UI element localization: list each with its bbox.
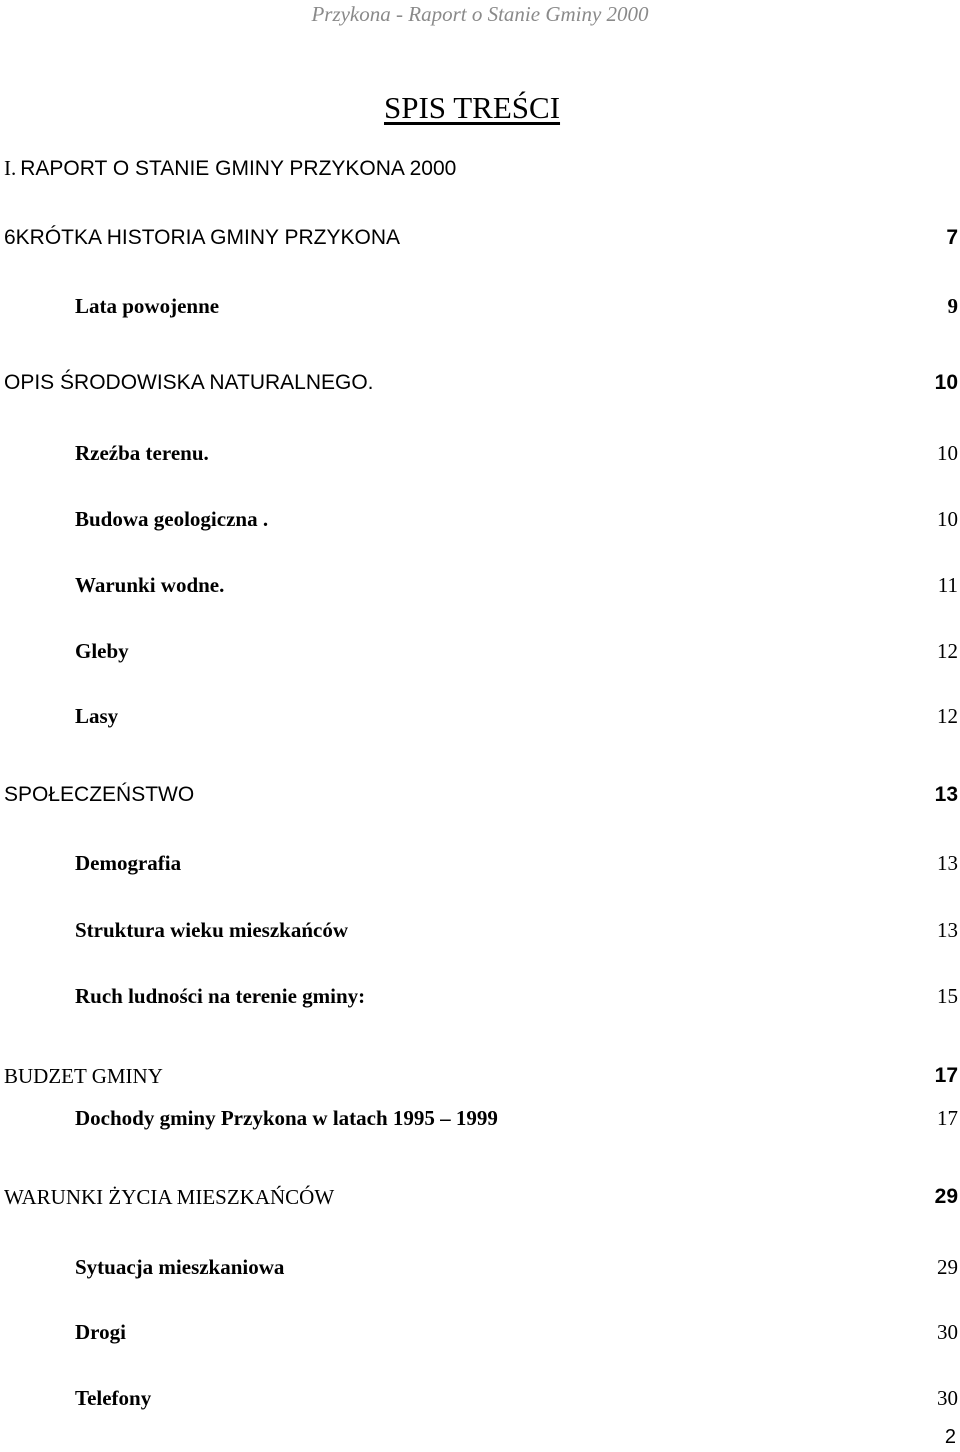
toc-entry-label: BUDZET GMINY <box>4 1064 163 1088</box>
toc-entry-label: OPIS ŚRODOWISKA NATURALNEGO. <box>4 371 374 394</box>
toc-entry-label: Ruch ludności na terenie gminy: <box>75 984 366 1008</box>
toc-entry-page: 13 <box>937 851 958 875</box>
toc-entry-historia[interactable] <box>0 223 960 253</box>
toc-entry-label: SPOŁECZEŃSTWO <box>4 783 195 806</box>
toc-entry-label: 6KRÓTKA HISTORIA GMINY PRZYKONA <box>4 226 400 249</box>
toc-entry-label: WARUNKI ŻYCIA MIESZKAŃCÓW <box>4 1185 335 1209</box>
toc-entry-page: 17 <box>937 1106 958 1130</box>
toc-entry-page: 13 <box>937 918 958 942</box>
toc-entry-budzet[interactable] <box>0 1061 960 1091</box>
toc-entry-gleby[interactable] <box>0 636 960 666</box>
toc-entry-page: 17 <box>934 1064 958 1087</box>
toc-entry-label: Sytuacja mieszkaniowa <box>75 1255 285 1279</box>
toc-title: SPIS TREŚCI <box>384 90 561 125</box>
toc-entry-label: Telefony <box>75 1386 152 1410</box>
running-header: Przykona - Raport o Stanie Gminy 2000 <box>311 2 649 26</box>
toc-entry-page: 10 <box>937 507 958 531</box>
toc-entry-struktura-wieku[interactable] <box>0 915 960 945</box>
toc-entry-page: 12 <box>937 639 958 663</box>
toc-entry-label: Demografia <box>75 851 182 875</box>
toc-entry-dochody[interactable] <box>0 1103 960 1133</box>
page-number: 2 <box>944 1426 956 1448</box>
toc-entry-spoleczenstwo[interactable] <box>0 780 960 810</box>
toc-entry-warunki-wodne[interactable] <box>0 570 960 600</box>
toc-entry-drogi[interactable] <box>0 1317 960 1347</box>
toc-entry-page: 30 <box>937 1386 958 1410</box>
toc-entry-label: Gleby <box>75 639 129 663</box>
toc-entry-page: 15 <box>937 984 958 1008</box>
toc-entry-sytuacja[interactable] <box>0 1252 960 1282</box>
toc-entry-label: Warunki wodne. <box>75 573 225 597</box>
toc-entry-label: Drogi <box>75 1320 126 1344</box>
toc-entry-label: Lata powojenne <box>75 294 220 318</box>
toc-entry-lata-powojenne[interactable] <box>0 291 960 321</box>
toc-entry-page: 12 <box>937 704 958 728</box>
toc-entry-demografia[interactable] <box>0 848 960 878</box>
toc-entry-page: 7 <box>946 226 958 249</box>
toc-part-heading[interactable] <box>0 153 960 183</box>
toc-entry-label: Rzeźba terenu. <box>75 441 209 465</box>
toc-entry-label: Struktura wieku mieszkańców <box>75 918 349 942</box>
toc-entry-label: Lasy <box>75 704 119 728</box>
toc-entry-page: 10 <box>934 371 958 394</box>
toc-entry-page: 29 <box>934 1185 958 1208</box>
toc-entry-page: 30 <box>937 1320 958 1344</box>
toc-entry-telefony[interactable] <box>0 1383 960 1413</box>
toc-entry-srodowisko[interactable] <box>0 368 960 398</box>
toc-entry-page: 11 <box>937 573 958 597</box>
toc-entry-lasy[interactable] <box>0 701 960 731</box>
toc-entry-label: Budowa geologiczna . <box>75 507 269 531</box>
part-number: I. <box>4 156 17 180</box>
toc-entry-page: 13 <box>934 783 958 806</box>
toc-entry-budowa[interactable] <box>0 504 960 534</box>
toc-entry-label: Dochody gminy Przykona w latach 1995 – 1999 <box>75 1106 498 1130</box>
toc-entry-warunki-zycia[interactable] <box>0 1182 960 1212</box>
toc-entry-rzezba[interactable] <box>0 438 960 468</box>
part-label: RAPORT O STANIE GMINY PRZYKONA 2000 <box>20 157 457 180</box>
toc-entry-ruch-ludnosci[interactable] <box>0 981 960 1011</box>
toc-entry-page: 10 <box>937 441 958 465</box>
toc-entry-page: 29 <box>937 1255 958 1279</box>
toc-entry-page: 9 <box>947 294 958 318</box>
